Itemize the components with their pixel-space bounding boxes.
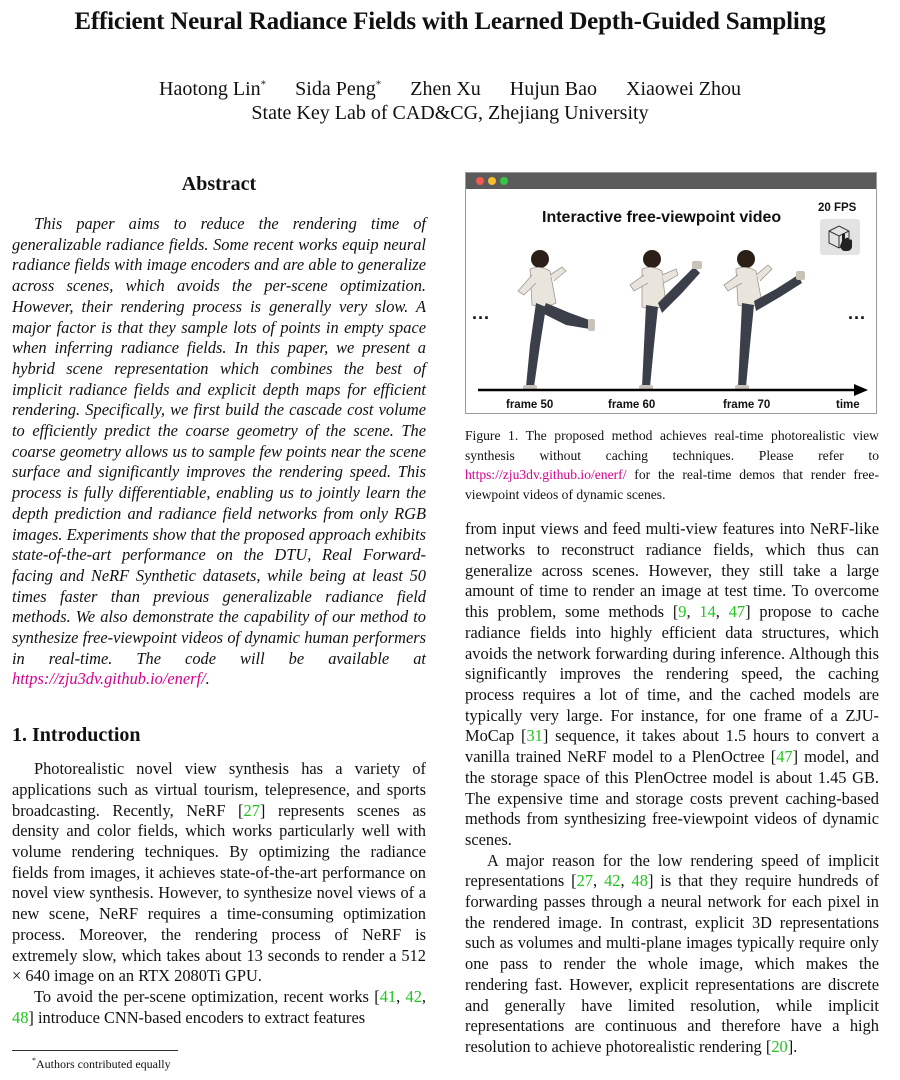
text-run: Photorealistic novel view synthesis has a variety of applications such as virtual tourism, telepresence, and sports broadcasting. Recently, NeRF [: [12, 759, 426, 820]
cube-hand-icon: [820, 219, 860, 255]
text-run: ] propose to cache radiance fields into highly efficient data structures, which avoids the network forwarding during inference. Although this significantly improves the rendering speed, the caching process requires a lot of time, and the cached models are typically very large. For instance, for one frame of a ZJU-MoCap [: [465, 602, 879, 746]
text-run: ,: [396, 986, 406, 1006]
left-column: [12, 173, 426, 1028]
text-run: ,: [593, 871, 605, 891]
citation-link[interactable]: 41: [379, 986, 397, 1006]
axis-label-time: time: [836, 399, 860, 411]
ellipsis-right: ...: [848, 303, 867, 323]
text-run: ,: [686, 602, 700, 622]
citation-link[interactable]: 48: [12, 1007, 29, 1027]
abstract-heading: Abstract: [181, 173, 257, 195]
project-link[interactable]: https://zju3dv.github.io/enerf/: [12, 669, 206, 689]
performer-frame-70: [706, 245, 806, 395]
text-run: A major reason for the low rendering speed of implicit representations [: [465, 850, 879, 891]
axis-label-frame-50: frame 50: [506, 399, 554, 411]
citation-link[interactable]: 20: [771, 1036, 788, 1056]
figure-caption: Figure 1. The proposed method achieves real-time photorealistic view synthesis without caching techniques. Please refer to https://zju3dv.github.io/enerf/ for the real-time demos that render free-viewpoint videos of dynamic scenes.: [465, 428, 879, 502]
performer-frame-60: [604, 245, 704, 395]
citation-link[interactable]: 14: [699, 602, 716, 622]
author: Haotong Lin*: [159, 78, 267, 100]
right-paragraph-2: [465, 851, 879, 1058]
citation-link[interactable]: 47: [776, 747, 793, 767]
caption-link[interactable]: https://zju3dv.github.io/enerf/: [465, 467, 627, 483]
text-run: ,: [620, 871, 632, 891]
right-paragraph-1: [465, 519, 879, 850]
author-list: [0, 78, 900, 101]
text-run: ] represents scenes as density and color fields, which works particularly well with volume rendering techniques. By optimizing the radiance fields from images, it achieves state-of-the-art performance on novel view synthesis. However, to synthesize novel views of a new scene, NeRF requires a time-consuming optimization process. Moreover, the rendering process of NeRF is extremely slow, which takes about 13 seconds to render a 512 × 640 image on an RTX 2080Ti GPU.: [12, 800, 426, 986]
author: Hujun Bao: [509, 78, 597, 100]
close-dot-icon: [476, 177, 484, 185]
right-column: [465, 172, 879, 1058]
section-heading-introduction: 1. Introduction: [12, 724, 141, 747]
text-run: ] is that they require hundreds of forwarding passes through a neural network for each pixel in the rendered image. In contrast, explicit 3D representations such as volumes and multi-plane images typically require only one pass to render the whole image, which makes the rendering fast. However, explicit representations are discrete and generally have limited resolution, while implicit representations are continuous and therefore have a high resolution to achieve photorealistic rendering [: [465, 871, 879, 1056]
affiliation: State Key Lab of CAD&CG, Zhejiang University: [251, 102, 649, 124]
text-run: ] sequence, it takes about 1.5 hours to convert a vanilla trained NeRF model to a PlenOctree [: [465, 726, 879, 767]
citation-link[interactable]: 42: [405, 986, 422, 1006]
figure-1: [465, 172, 877, 414]
performer-frame-50: [496, 245, 596, 395]
citation-link[interactable]: 48: [631, 871, 648, 891]
footnote: *Authors contributed equally: [32, 1056, 171, 1071]
window-title-bar: [466, 173, 876, 189]
citation-link[interactable]: 47: [728, 602, 746, 622]
axis-label-frame-60: frame 60: [608, 399, 656, 411]
text-run: ,: [421, 986, 426, 1006]
text-run: To avoid the per-scene optimization, recent works [: [34, 986, 380, 1006]
abstract-text: This paper aims to reduce the rendering time of generalizable radiance fields. Some recent works equip neural radiance fields with image encoders and are able to generalize across scenes, which avoids the per-scene optimization. However, their rendering process is generally very slow. A major factor is that they sample lots of points in empty space when inferring radiance fields. In this paper, we present a hybrid scene representation which combines the best of implicit radiance fields and explicit depth maps for efficient rendering. Specifically, we first build the cascade cost volume to efficiently predict the coarse geometry of the scene. The coarse geometry allows us to sample few points near the scene surface and significantly improves the rendering speed. This process is fully differentiable, enabling us to jointly learn the depth prediction and radiance field networks from only RGB images. Experiments show that the proposed approach exhibits state-of-the-art performance on the DTU, Real Forward-facing and NeRF Synthetic datasets, while being at least 50 times faster than previous generalizable radiance field methods. We also demonstrate the capability of our method to synthesize free-viewpoint videos of dynamic human performers in real-time. The code will be available at https://zju3dv.github.io/enerf/.: [12, 214, 426, 689]
citation-link[interactable]: 9: [678, 602, 687, 622]
text-run: ].: [787, 1036, 798, 1056]
author: Zhen Xu: [410, 78, 481, 100]
author: Sida Peng*: [295, 78, 382, 100]
figure-title: Interactive free-viewpoint video: [542, 209, 782, 226]
text-run: ] model, and the storage space of this PlenOctree model is about 1.45 GB. The expensive time and storage costs prevent caching-based methods from synthesizing free-viewpoint videos of dynamic scenes.: [465, 747, 879, 849]
citation-link[interactable]: 27: [243, 800, 260, 820]
fps-label: 20 FPS: [818, 202, 857, 214]
text-run: ] introduce CNN-based encoders to extract features: [28, 1007, 366, 1027]
citation-link[interactable]: 27: [576, 871, 594, 891]
text-run: ,: [715, 602, 729, 622]
axis-label-frame-70: frame 70: [723, 399, 771, 411]
text-run: from input views and feed multi-view features into NeRF-like networks to reconstruct radiance fields, which thus can generalize across scenes. However, they still take a large amount of time to render an image at test time. To overcome this problem, some methods [: [465, 519, 879, 622]
right-body: [465, 519, 879, 1057]
citation-link[interactable]: 31: [526, 726, 543, 746]
ellipsis-left: ...: [472, 303, 491, 323]
author: Xiaowei Zhou: [626, 78, 741, 100]
citation-link[interactable]: 42: [604, 871, 621, 891]
maximize-dot-icon: [500, 177, 508, 185]
intro-paragraph-1: [12, 759, 426, 987]
intro-paragraph-2: [12, 987, 426, 1028]
paper-title: Efficient Neural Radiance Fields with Learned Depth-Guided Sampling: [74, 8, 826, 35]
minimize-dot-icon: [488, 177, 496, 185]
footnote-divider: [12, 1050, 178, 1051]
